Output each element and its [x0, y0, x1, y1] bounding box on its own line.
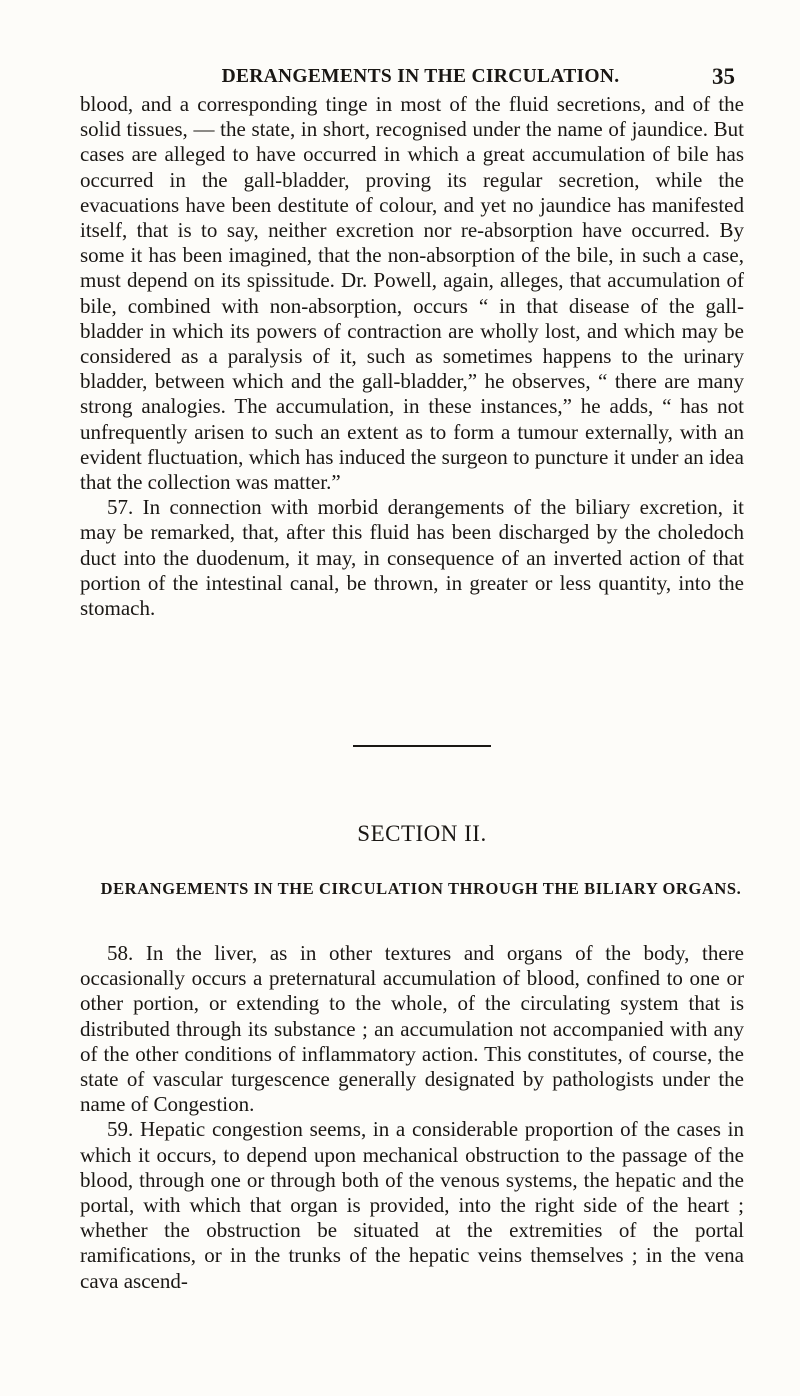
- paragraph-57: 57. In connection with morbid derangements of the biliary excretion, it may be remarked, that, after this fluid has been discharged by the choledoch duct into the duodenum, it may, in consequence of an inverted action of that portion of the intestinal canal, be thrown, in greater or less quantity, into the stomach.: [80, 495, 744, 621]
- text-block-top: [80, 92, 744, 621]
- paragraph-59: 59. Hepatic congestion seems, in a considerable proportion of the cases in which it occurs, to depend upon mechanical obstruction to the passage of the blood, through one or through both of the venous systems, the hepatic and the portal, with which that organ is provided, into the right side of the heart ; whether the obstruction be situated at the extremities of the portal ramifications, or in the trunks of the hepatic veins themselves ; in the vena cava ascend-: [80, 1117, 744, 1293]
- paragraph-continued: blood, and a corresponding tinge in most of the fluid secretions, and of the solid tissues, — the state, in short, recognised under the name of jaundice. But cases are alleged to have occurred in which a great accumulation of bile has occurred in the gall-bladder, proving its regular secretion, while the evacuations have been destitute of colour, and yet no jaundice has manifested itself, that is to say, neither excretion nor re-absorption have occurred. By some it has been imagined, that the non-absorption of the bile, in such a case, must depend on its spissitude. Dr. Powell, again, alleges, that accumulation of bile, combined with non-absorption, occurs “ in that disease of the gall-bladder in which its powers of contraction are wholly lost, and which may be considered as a paralysis of it, such as sometimes happens to the urinary bladder, between which and the gall-bladder,” he observes, “ there are many strong analogies. The accumulation, in these instances,” he adds, “ has not unfrequently arisen to such an extent as to form a tumour externally, with an evident fluctuation, which has induced the surgeon to puncture it under an idea that the collection was matter.”: [80, 92, 744, 495]
- section-title: SECTION II.: [357, 821, 487, 846]
- page-number: 35: [712, 64, 735, 89]
- running-head: DERANGEMENTS IN THE CIRCULATION.: [221, 66, 620, 87]
- section-divider: [353, 745, 491, 747]
- paragraph-58: 58. In the liver, as in other textures and organs of the body, there occasionally occurs a preternatural accumulation of blood, confined to one or other portion, or extending to the whole, of the circulating system that is distributed through its substance ; an accumulation not accompanied with any of the other conditions of inflammatory action. This constitutes, of course, the state of vascular turgescence generally designated by pathologists under the name of Congestion.: [80, 941, 744, 1117]
- text-block-bottom: [80, 941, 744, 1294]
- section-subtitle: DERANGEMENTS IN THE CIRCULATION THROUGH THE BILIARY ORGANS.: [100, 879, 742, 898]
